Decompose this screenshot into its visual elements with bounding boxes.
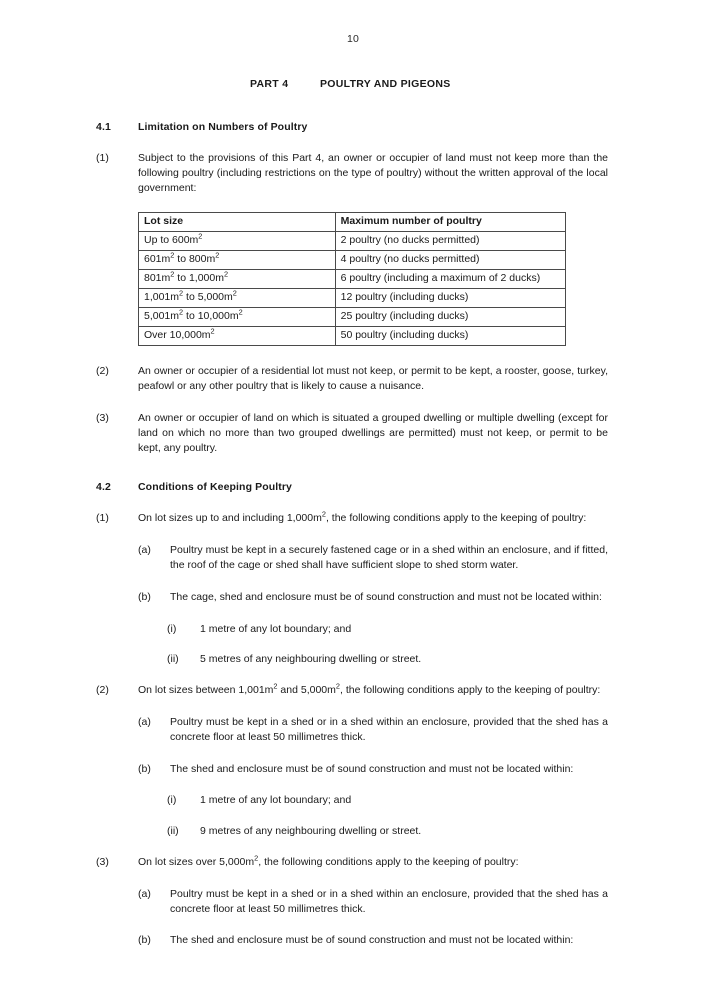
subclause-marker: (a) (138, 887, 151, 900)
romanclause-4-2-1-b-ii (96, 652, 608, 667)
part-heading-title: POULTRY AND PIGEONS (320, 78, 451, 90)
cell-max-poultry: 25 poultry (including ducks) (335, 308, 565, 327)
romanclause-marker: (ii) (167, 825, 179, 838)
subclause-marker: (b) (138, 934, 151, 947)
cell-max-poultry: 12 poultry (including ducks) (335, 289, 565, 308)
poultry-table-wrapper (96, 212, 608, 346)
cell-lot-size: Over $10,000m^2$ (139, 327, 336, 346)
part-heading (250, 78, 451, 90)
section-number: 4.1 (96, 121, 111, 133)
clause-marker: (2) (96, 684, 109, 697)
subclause-marker: (b) (138, 762, 151, 775)
subclause-text: The cage, shed and enclosure must be of sound construction and must not be located within: (170, 590, 602, 603)
romanclause-4-2-2-b-ii (96, 824, 608, 839)
clause-text: An owner or occupier of land on which is situated a grouped dwelling or multiple dwelling (except for land on which no more than two grouped dwellings are permitted) must not keep, or permit to be kept, any poultry. (138, 411, 608, 454)
clause-marker: (1) (96, 152, 109, 164)
clause-4-1-1 (96, 151, 608, 195)
subclause-4-2-1-a (96, 543, 608, 573)
section-title: Limitation on Numbers of Poultry (138, 121, 308, 133)
clause-4-1-3 (96, 411, 608, 455)
table-row (139, 289, 566, 308)
cell-lot-size: Up to $600m^2$ (139, 232, 336, 251)
clause-marker: (3) (96, 855, 109, 868)
document-body (96, 121, 608, 965)
romanclause-text: 1 metre of any lot boundary; and (200, 794, 352, 807)
clause-text: An owner or occupier of a residential lot must not keep, or permit to be kept, a rooster, goose, turkey, peafowl or any other poultry that is likely to cause a nuisance. (138, 365, 608, 393)
clause-4-2-3 (96, 855, 608, 870)
clause-text: Subject to the provisions of this Part 4, an owner or occupier of land must not keep more than the following poultry (including restrictions on the type of poultry) without the written approval of the local government: (138, 152, 608, 194)
romanclause-text: 5 metres of any neighbouring dwelling or street. (200, 653, 422, 666)
cell-lot-size: $5,001m^2$ to $10,000m^2$ (139, 308, 336, 327)
subclause-4-2-3-b (96, 933, 608, 948)
subclause-4-2-2-a (96, 715, 608, 745)
cell-max-poultry: 6 poultry (including a maximum of 2 ducks) (335, 270, 565, 289)
clause-4-2-2 (96, 683, 608, 698)
clause-4-1-2 (96, 364, 608, 394)
clause-text: On lot sizes over $5,000m^2$, the following conditions apply to the keeping of poultry: (138, 853, 519, 868)
subclause-4-2-1-b (96, 590, 608, 605)
table-row (139, 270, 566, 289)
part-heading-label: PART 4 (250, 78, 289, 90)
romanclause-marker: (ii) (167, 653, 179, 666)
subclause-marker: (a) (138, 544, 151, 557)
table-header-lot-size: Lot size (139, 213, 336, 232)
table-header-max-poultry: Maximum number of poultry (335, 213, 565, 232)
subclause-text: Poultry must be kept in a shed or in a shed within an enclosure, provided that the shed has a concrete floor at least 50 millimetres thick. (170, 715, 608, 743)
romanclause-marker: (i) (167, 794, 177, 807)
clause-marker: (3) (96, 411, 109, 424)
cell-lot-size: $801m^2$ to $1,000m^2$ (139, 270, 336, 289)
table-header-row (139, 213, 566, 232)
subclause-marker: (b) (138, 590, 151, 603)
clause-text: On lot sizes between $1,001m^2$ and $5,000m^2$, the following conditions apply to the keeping of poultry: (138, 681, 601, 697)
subclause-text: The shed and enclosure must be of sound construction and must not be located within: (170, 762, 574, 775)
romanclause-marker: (i) (167, 622, 177, 635)
section-number: 4.2 (96, 481, 111, 494)
table-body (139, 232, 566, 346)
section-title: Conditions of Keeping Poultry (138, 481, 292, 494)
subclause-4-2-3-a (96, 887, 608, 917)
table-row (139, 232, 566, 251)
section-heading-4-2 (96, 481, 608, 493)
romanclause-text: 9 metres of any neighbouring dwelling or street. (200, 825, 422, 838)
subclause-4-2-2-b (96, 762, 608, 777)
cell-max-poultry: 4 poultry (no ducks permitted) (335, 251, 565, 270)
cell-max-poultry: 2 poultry (no ducks permitted) (335, 232, 565, 251)
subclause-marker: (a) (138, 715, 151, 728)
cell-lot-size: $601m^2$ to $800m^2$ (139, 251, 336, 270)
clause-marker: (2) (96, 365, 109, 378)
subclause-text: Poultry must be kept in a securely fastened cage or in a shed within an enclosure, and if fitted, the roof of the cage or shed shall have sufficient slope to shed storm water. (170, 544, 608, 571)
table-row (139, 327, 566, 346)
table-row (139, 251, 566, 270)
subclause-text: The shed and enclosure must be of sound construction and must not be located within: (170, 934, 574, 947)
poultry-limits-table (138, 212, 566, 346)
romanclause-4-2-1-b-i (96, 622, 608, 637)
table-row (139, 308, 566, 327)
clause-marker: (1) (96, 512, 109, 525)
subclause-text: Poultry must be kept in a shed or in a shed within an enclosure, provided that the shed has a concrete floor at least 50 millimetres thick. (170, 887, 608, 915)
clause-text: On lot sizes up to and including $1,000m^2$, the following conditions apply to the keeping of poultry: (138, 509, 587, 525)
page-number: 10 (346, 33, 360, 45)
clause-4-2-1 (96, 511, 608, 526)
romanclause-4-2-2-b-i (96, 793, 608, 808)
cell-lot-size: $1,001m^2$ to $5,000m^2$ (139, 289, 336, 308)
romanclause-text: 1 metre of any lot boundary; and (200, 622, 352, 635)
cell-max-poultry: 50 poultry (including ducks) (335, 327, 565, 346)
section-heading-4-1 (96, 121, 608, 133)
